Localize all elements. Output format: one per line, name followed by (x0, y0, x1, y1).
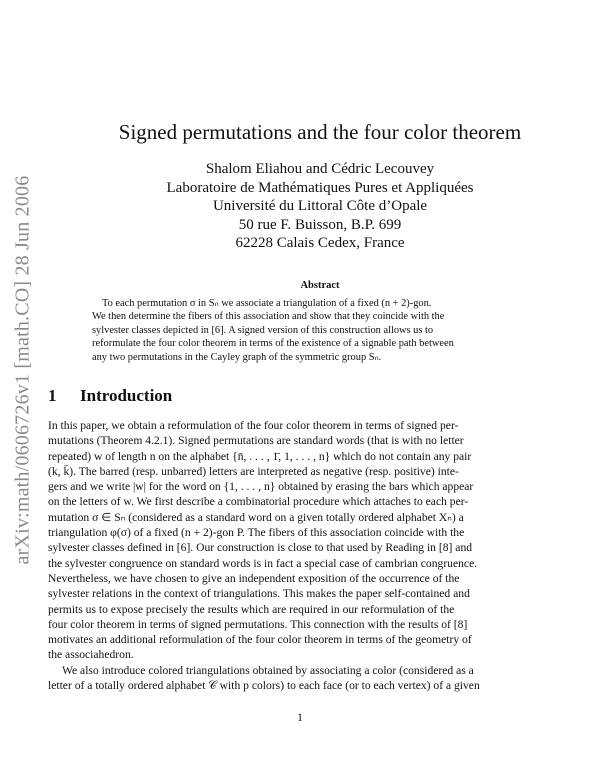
section-title: Introduction (80, 386, 173, 405)
body-line: permits us to expose precisely the results which are required in our reformulation of the (48, 602, 455, 616)
abstract-line: We then determine the fibers of this association and show that they coincide with the (92, 311, 445, 323)
affiliation-university: Université du Littoral Côte d’Opale (212, 198, 428, 215)
paper-title: Signed permutations and the four color theorem (118, 120, 522, 144)
body-line: (k, k̄). The barred (resp. unbarred) letters are interpreted as negative (resp. positive) inte- (48, 464, 459, 478)
body-text (48, 418, 574, 693)
body-line: triangulation φ(σ) of a fixed (n + 2)-gon P. The fibers of this association coincide with the (48, 526, 465, 540)
abstract-line: sylvester classes depicted in [6]. A signed version of this construction allows us to (92, 324, 434, 336)
abstract-heading: Abstract (300, 280, 340, 291)
body-line: Nevertheless, we have chosen to give an independent exposition of the occurrence of the (48, 571, 460, 585)
section-heading (48, 386, 172, 406)
affiliation-street: 50 rue F. Buisson, B.P. 699 (238, 216, 402, 233)
abstract-line: any two permutations in the Cayley graph of the symmetric group Sₙ. (92, 351, 382, 363)
abstract-line: To each permutation σ in Sₙ we associate a triangulation of a fixed (n + 2)-gon. (102, 298, 432, 309)
body-line: In this paper, we obtain a reformulation of the four color theorem in terms of signed per- (48, 419, 459, 432)
page-number: 1 (297, 712, 303, 724)
body-line: repeated) w of length n on the alphabet {n̄, . . . , 1̄, 1, . . . , n} which do not contain any pair (48, 449, 472, 463)
section-number: 1 (48, 386, 57, 405)
body-line: We also introduce colored triangulations obtained by associating a color (considered as a (62, 663, 474, 677)
author-names: Shalom Eliahou and Cédric Lecouvey (205, 161, 435, 177)
body-line: on the letters of w. We first describe a combinatorial procedure which attaches to each per- (48, 495, 469, 509)
affiliation-lab: Laboratoire de Mathématiques Pures et Appliquées (166, 179, 474, 196)
author-affiliation-block (40, 160, 600, 253)
body-line: the sylvester congruence on standard words is in fact a special case of cambrian congruence. (48, 556, 478, 570)
body-line: four color theorem in terms of signed permutations. This connection with the results of [8] (48, 617, 468, 631)
abstract-body (92, 297, 532, 364)
body-line: the associahedron. (48, 648, 134, 662)
body-line: letter of a totally ordered alphabet 𝒞 with p colors) to each face (or to each vertex) of a given (48, 679, 480, 693)
body-line: sylvester classes defined in [6]. Our construction is close to that used by Reading in [8] and (48, 541, 473, 555)
body-line: gers and we write |w| for the word on {1, . . . , n} obtained by erasing the bars which appear (48, 480, 474, 494)
body-line: mutations (Theorem 4.2.1). Signed permutations are standard words (that is with no letter (48, 434, 464, 448)
body-line: motivates an additional reformulation of the four color theorem in terms of the geometry of (48, 633, 472, 647)
affiliation-city: 62228 Calais Cedex, France (235, 235, 405, 252)
body-line: mutation σ ∈ Sₙ (considered as a standard word on a given totally ordered alphabet Xₙ) a (48, 510, 464, 524)
arxiv-identifier: arXiv:math/0606726v1 [math.CO] 28 Jun 2006 (11, 175, 34, 565)
abstract-line: reformulate the four color theorem in terms of the existence of a signable path between (92, 338, 454, 350)
body-line: sylvester relations in the context of triangulations. This makes the paper self-contained and (48, 587, 470, 601)
arxiv-margin-stamp (8, 160, 38, 580)
